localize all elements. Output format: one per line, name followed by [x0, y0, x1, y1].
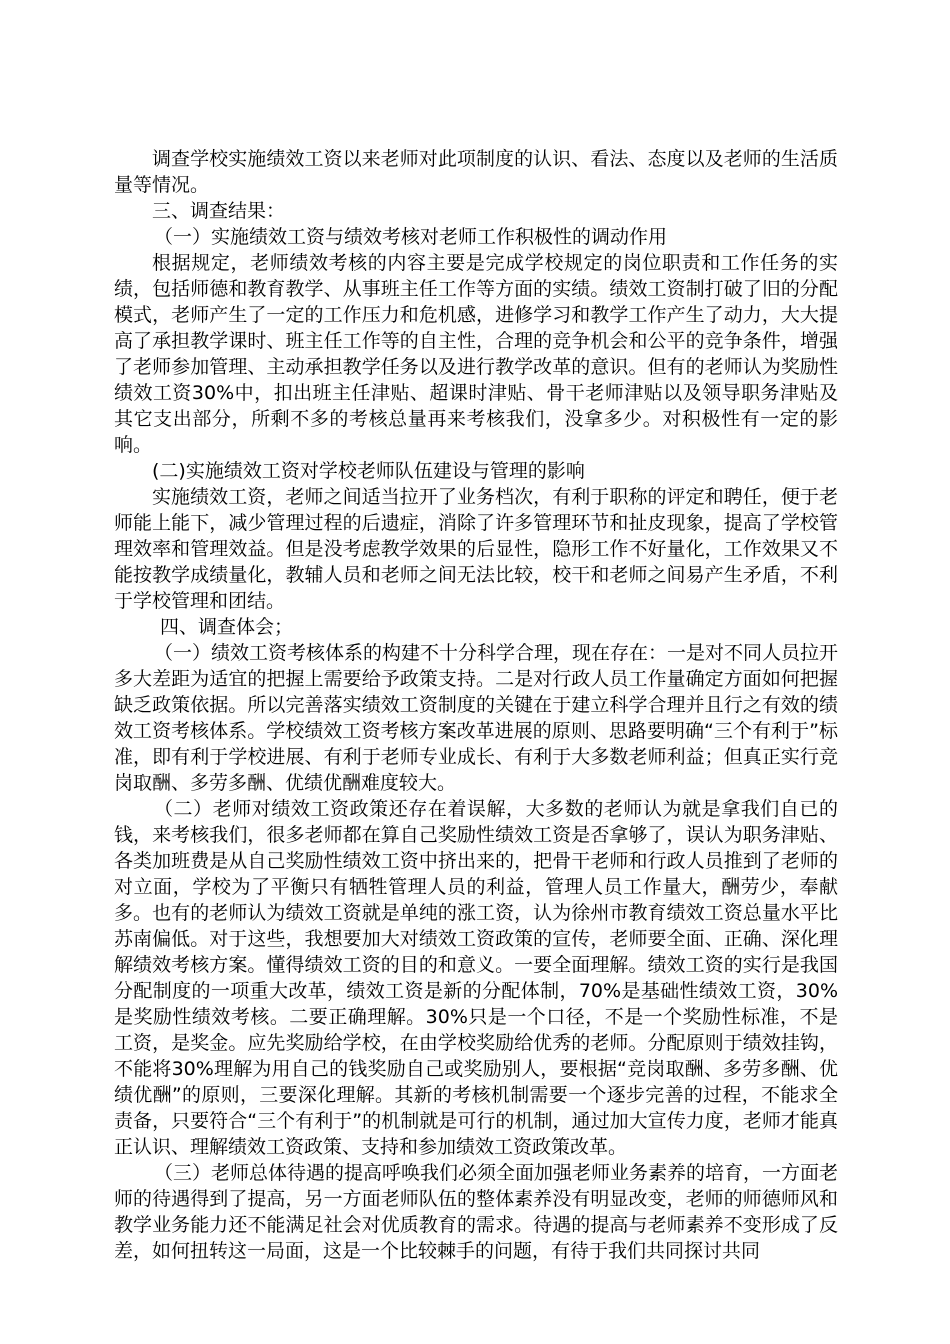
- paragraph-reflection-2: （二）老师对绩效工资政策还存在着误解，大多数的老师认为就是拿我们自已的钱，来考核我们，很多老师都在算自己奖励性绩效工资是否拿够了，误认为职务津贴、各类加班费是从自己奖励性绩效工资中挤出来的，把骨干老师和行政人员推到了老师的对立面，学校为了平衡只有牺牲管理人员的利益，管理人员工作量大，酬劳少，奉献多。也有的老师认为绩效工资就是单纯的涨工资，认为徐州市教育绩效工资总量水平比苏南偏低。对于这些，我想要加大对绩效工资政策的宣传，老师要全面、正确、深化理解绩效考核方案。懂得绩效工资的目的和意义。一要全面理解。绩效工资的实行是我国分配制度的一项重大改革，绩效工资是新的分配体制，70%是基础性绩效工资，30%是奖励性绩效考核。二要正确理解。30%只是一个口径，不是一个奖励性标准，不是工资，是奖金。应先奖励给学校，在由学校奖励给优秀的老师。分配原则于绩效挂钩，不能将30%理解为用自己的钱奖励自己或奖励别人，要根据“竞岗取酬、多劳多酬、优绩优酬”的原则，三要深化理解。其新的考核机制需要一个逐步完善的过程，不能求全责备，只要符合“三个有利于”的机制就是可行的机制，通过加大宣传力度，老师才能真正认识、理解绩效工资政策、支持和参加绩效工资政策改革。: [114, 798, 838, 1158]
- subheading-results-1: （一）实施绩效工资与绩效考核对老师工作积极性的调动作用: [154, 226, 668, 248]
- document-body: [114, 146, 838, 1264]
- paragraph-results-1: 根据规定，老师绩效考核的内容主要是完成学校规定的岗位职责和工作任务的实绩，包括师德和教育教学、从事班主任工作等方面的实绩。绩效工资制打破了旧的分配模式，老师产生了一定的工作压力和危机感，进修学习和教学工作产生了动力，大大提高了承担教学课时、班主任工作等的自主性，合理的竞争机会和公平的竞争条件，增强了老师参加管理、主动承担教学任务以及进行教学改革的意识。但有的老师认为奖励性绩效工资30%中，扣出班主任津贴、超课时津贴、骨干老师津贴以及领导职务津贴及其它支出部分，所剩不多的考核总量再来考核我们，没拿多少。对积极性有一定的影响。: [114, 252, 838, 456]
- section-heading-reflections: 四、调查体会；: [160, 616, 294, 638]
- paragraph-survey-content: 调查学校实施绩效工资以来老师对此项制度的认识、看法、态度以及老师的生活质量等情况。: [114, 148, 838, 196]
- section-heading-results: 三、调查结果：: [152, 200, 286, 222]
- paragraph-reflection-1: （一）绩效工资考核体系的构建不十分科学合理，现在存在：一是对不同人员拉开多大差距为适宜的把握上需要给予政策支持。二是对行政人员工作量确定方面如何把握缺乏政策依据。所以完善落实绩效工资制度的关键在于建立科学合理并且行之有效的绩效工资考核体系。学校绩效工资考核方案改革进展的原则、思路要明确“三个有利于”标准，即有利于学校进展、有利于老师专业成长、有利于大多数老师利益；但真正实行竞岗取酬、多劳多酬、优绩优酬难度较大。: [114, 642, 839, 794]
- paragraph-reflection-3: （三）老师总体待遇的提高呼唤我们必须全面加强老师业务素养的培育，一方面老师的待遇得到了提高，另一方面老师队伍的整体素养没有明显改变，老师的师德师风和教学业务能力还不能满足社会对优质教育的需求。待遇的提高与老师素养不变形成了反差，如何扭转这一局面，这是一个比较棘手的问题，有待于我们共同探讨共同: [114, 1162, 839, 1262]
- paragraph-results-2: 实施绩效工资，老师之间适当拉开了业务档次，有利于职称的评定和聘任，便于老师能上能下，减少管理过程的后遗症，消除了许多管理环节和扯皮现象，提高了学校管理效率和管理效益。但是没考虑教学效果的后显性，隐形工作不好量化，工作效果又不能按教学成绩量化，教辅人员和老师之间无法比较，校干和老师之间易产生矛盾，不利于学校管理和团结。: [114, 486, 838, 612]
- subheading-results-2: (二)实施绩效工资对学校老师队伍建设与管理的影响: [152, 460, 585, 482]
